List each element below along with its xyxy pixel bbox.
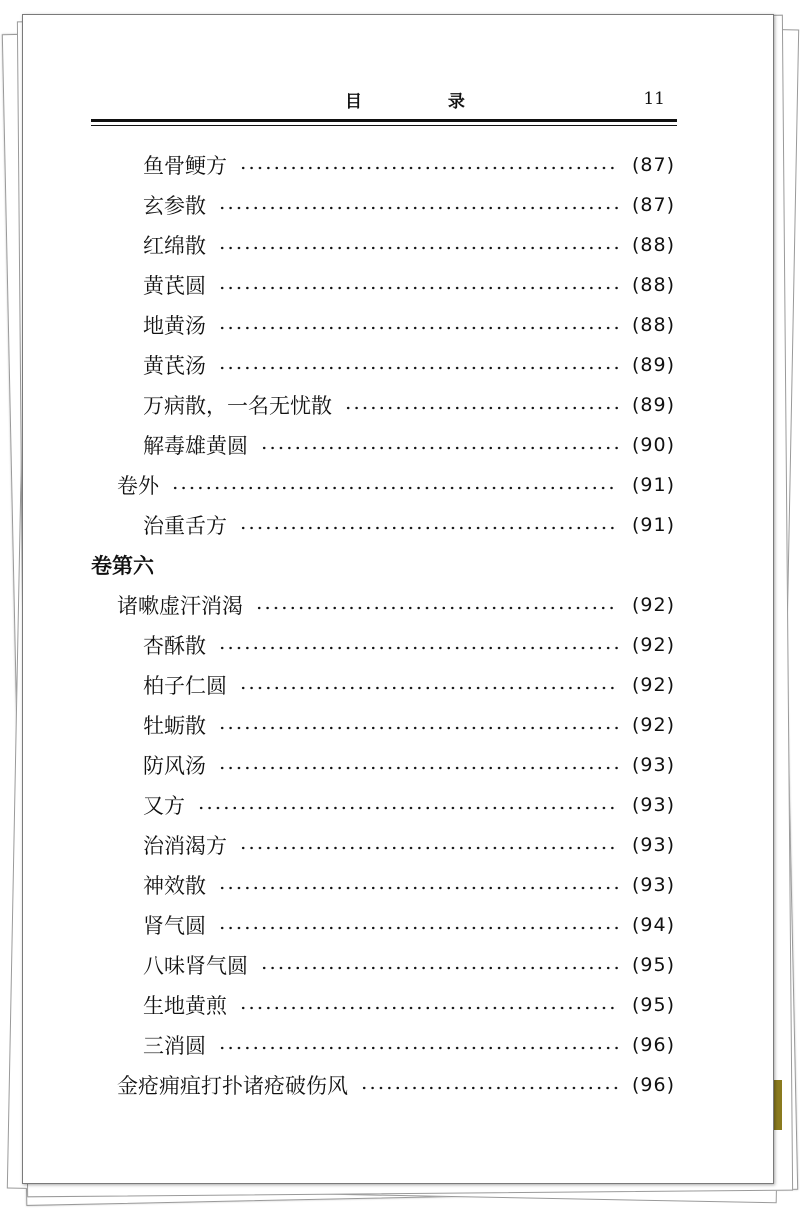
toc-entry-title: 又方	[143, 794, 185, 818]
dot-leader	[218, 326, 618, 330]
toc-entry-title: 八味肾气圆	[143, 954, 248, 978]
toc-entry-title: 肾气圆	[143, 914, 206, 938]
toc-entry[interactable]	[143, 625, 675, 665]
toc-entry[interactable]	[143, 425, 675, 465]
dot-leader	[218, 206, 618, 210]
dot-leader	[239, 686, 618, 690]
toc-entry-title: 神效散	[143, 874, 206, 898]
toc-entry-page: (89)	[631, 394, 675, 416]
toc-entry-page: (92)	[631, 674, 675, 696]
toc-entry[interactable]	[143, 505, 675, 545]
dot-leader	[218, 366, 618, 370]
running-header	[91, 87, 677, 123]
toc-entry[interactable]	[143, 985, 675, 1025]
toc-entry-page: (92)	[631, 634, 675, 656]
toc-entry-page: (91)	[631, 514, 675, 536]
page-number: 11	[643, 89, 665, 109]
toc-entry[interactable]	[143, 345, 675, 385]
dot-leader	[239, 846, 618, 850]
toc-entry-page: (92)	[631, 714, 675, 736]
toc-entry-title: 杏酥散	[143, 634, 206, 658]
toc-section[interactable]	[117, 1065, 675, 1105]
dot-leader	[218, 926, 618, 930]
dot-leader	[218, 646, 618, 650]
toc-entry-title: 红绵散	[143, 234, 206, 258]
toc-entry[interactable]	[143, 185, 675, 225]
dot-leader	[218, 1046, 618, 1050]
toc-entry[interactable]	[143, 225, 675, 265]
toc-entry-page: (91)	[631, 474, 675, 496]
toc-entry[interactable]	[143, 145, 675, 185]
toc-entry-title: 治消渴方	[143, 834, 227, 858]
dot-leader	[218, 246, 618, 250]
toc-section-title: 金疮痈疽打扑诸疮破伤风	[117, 1074, 348, 1098]
toc-entry[interactable]	[143, 305, 675, 345]
toc-entry-page: (93)	[631, 794, 675, 816]
toc-entry-title: 防风汤	[143, 754, 206, 778]
toc-entry[interactable]	[143, 865, 675, 905]
toc-entry-page: (96)	[631, 1074, 675, 1096]
toc-entry-title: 牡蛎散	[143, 714, 206, 738]
toc-entry-page: (90)	[631, 434, 675, 456]
dot-leader	[260, 966, 618, 970]
dot-leader	[218, 726, 618, 730]
toc-entry-title: 解毒雄黄圆	[143, 434, 248, 458]
dot-leader	[171, 486, 618, 490]
toc-entry[interactable]	[143, 785, 675, 825]
dot-leader	[218, 766, 618, 770]
toc-entry-title: 黄芪汤	[143, 354, 206, 378]
toc-entry[interactable]	[143, 665, 675, 705]
volume-title: 卷第六	[91, 553, 154, 578]
toc-entry-page: (93)	[631, 754, 675, 776]
header-title: 目 录	[345, 92, 505, 112]
toc-entry-title: 治重舌方	[143, 514, 227, 538]
toc-entry-page: (93)	[631, 874, 675, 896]
toc-entry-page: (95)	[631, 994, 675, 1016]
dot-leader	[344, 406, 618, 410]
toc-entry[interactable]	[143, 745, 675, 785]
toc-section-title: 诸嗽虚汗消渴	[117, 594, 243, 618]
toc-volume-heading[interactable]	[91, 545, 675, 585]
dot-leader	[239, 1006, 618, 1010]
toc-entry-page: (94)	[631, 914, 675, 936]
toc-entry-page: (92)	[631, 594, 675, 616]
toc-entry-page: (88)	[631, 314, 675, 336]
dot-leader	[218, 886, 618, 890]
toc-entry-title: 生地黄煎	[143, 994, 227, 1018]
toc-section[interactable]	[117, 585, 675, 625]
toc-entry[interactable]	[143, 945, 675, 985]
dot-leader	[218, 286, 618, 290]
dot-leader	[239, 166, 618, 170]
toc-entry[interactable]	[143, 1025, 675, 1065]
header-rule	[91, 125, 677, 126]
toc-entry-title: 万病散，一名无忧散	[143, 394, 332, 418]
toc-entry-page: (87)	[631, 194, 675, 216]
toc-section[interactable]	[117, 465, 675, 505]
toc-entry-title: 柏子仁圆	[143, 674, 227, 698]
toc-entry-title: 鱼骨鲠方	[143, 154, 227, 178]
header-rule	[91, 119, 677, 122]
toc-section-title: 卷外	[117, 474, 159, 498]
toc-entry-page: (93)	[631, 834, 675, 856]
dot-leader	[239, 526, 618, 530]
dot-leader	[260, 446, 618, 450]
toc-entry-title: 黄芪圆	[143, 274, 206, 298]
document-page	[22, 14, 774, 1184]
toc-entry-title: 三消圆	[143, 1034, 206, 1058]
toc-entry[interactable]	[143, 905, 675, 945]
toc-entry-title: 玄参散	[143, 194, 206, 218]
toc-entry[interactable]	[143, 705, 675, 745]
toc-entry[interactable]	[143, 385, 675, 425]
toc-entry[interactable]	[143, 265, 675, 305]
toc-entry[interactable]	[143, 825, 675, 865]
toc-entry-page: (89)	[631, 354, 675, 376]
toc-entry-page: (96)	[631, 1034, 675, 1056]
dot-leader	[255, 606, 618, 610]
toc-entry-page: (95)	[631, 954, 675, 976]
dot-leader	[197, 806, 618, 810]
toc-entry-page: (88)	[631, 234, 675, 256]
toc-entry-title: 地黄汤	[143, 314, 206, 338]
toc-entry-page: (87)	[631, 154, 675, 176]
dot-leader	[360, 1086, 618, 1090]
toc-entry-page: (88)	[631, 274, 675, 296]
